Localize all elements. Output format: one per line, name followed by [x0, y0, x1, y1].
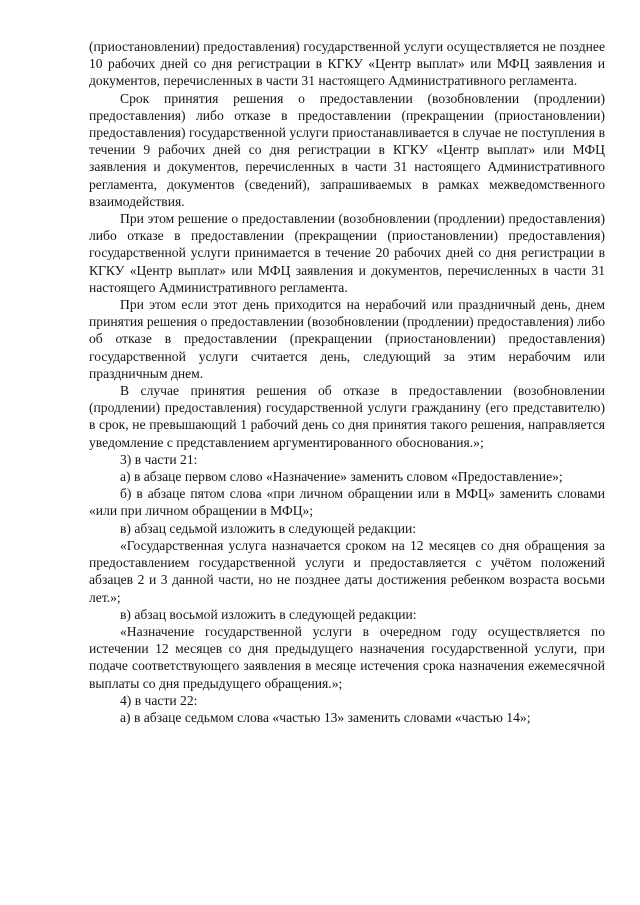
paragraph-refusal-notice: В случае принятия решения об отказе в предоставлении (возобновлении (продлении) предоставления) государственной услуги гражданину (его представителю) в срок, не превышающий 1 рабочий день со дня принятия такого решения, направляется уведомление с представлением аргументированного обоснования.»; [89, 383, 605, 450]
item-21-a: а) в абзаце первом слово «Назначение» заменить словом «Предоставление»; [120, 469, 563, 485]
document-page [89, 38, 605, 726]
item-21-v-seventh: в) абзац седьмой изложить в следующей редакции: [120, 520, 417, 536]
quote-next-year-assignment: «Назначение государственной услуги в очередном году осуществляется по истечении 12 месяцев со дня предыдущего назначения государственной услуги, при подаче соответствующего заявления в месяце истечения срока назначения ежемесячной выплаты со дня предыдущего обращения.»; [89, 623, 605, 691]
paragraph-decision-term-20-days: При этом решение о предоставлении (возобновлении (продлении) предоставления) либо отказе в предоставлении (прекращении (приостановлении) предоставления) государственной услуги принимается в течение 20 рабочих дней со дня регистрации в КГКУ «Центр выплат» или МФЦ заявления и документов, перечисленных в части 31 настоящего Административного регламента. [89, 211, 605, 295]
item-21-b: б) в абзаце пятом слова «при личном обращении или в МФЦ» заменить словами «или при личном обращении в МФЦ»; [89, 486, 605, 519]
paragraph-holiday-rule: При этом если этот день приходится на нерабочий или праздничный день, днем принятия решения о предоставлении (возобновлении (продлении) предоставления) либо об отказе в предоставлении (прекращении (приостановлении) предоставления) государственной услуги считается день, следующий за этим нерабочим или праздничным днем. [89, 297, 605, 381]
paragraph-continuation: (приостановлении) предоставления) государственной услуги осуществляется не позднее 10 рабочих дней со дня регистрации в КГКУ «Центр выплат» или МФЦ заявления и документов, перечисленных в части 31 настоящего Административного регламента. [89, 39, 605, 89]
paragraph-decision-term-suspension: Срок принятия решения о предоставлении (возобновлении (продлении) предоставления) либо отказе в предоставлении (прекращении (приостановлении) предоставления) государственной услуги приостанавливается в случае не поступления в течении 9 рабочих дней со дня регистрации в КГКУ «Центр выплат» или МФЦ заявления и документов, перечисленных в части 31 настоящего Административного регламента, документов (сведений), запрашиваемых в рамках межведомственного взаимодействия. [89, 90, 605, 209]
item-part-21: 3) в части 21: [120, 451, 198, 467]
quote-service-term: «Государственная услуга назначается сроком на 12 месяцев со дня обращения за предоставлением государственной услуги и предоставляется с учётом положений абзацев 2 и 3 данной части, но не позднее даты достижения ребенком возраста восьми лет.»; [89, 537, 605, 605]
item-part-22: 4) в части 22: [120, 692, 198, 708]
item-21-v-eighth: в) абзац восьмой изложить в следующей редакции: [120, 606, 417, 622]
item-22-a: а) в абзаце седьмом слова «частью 13» заменить словами «частью 14»; [120, 709, 531, 725]
